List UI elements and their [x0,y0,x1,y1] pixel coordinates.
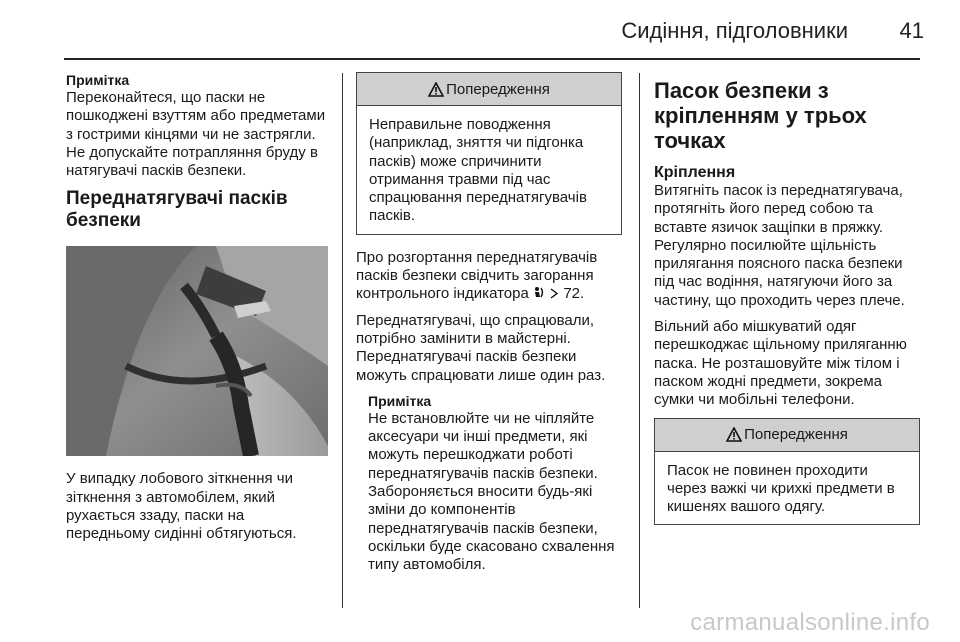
warning-header [357,73,621,106]
header-rule [64,58,920,60]
three-point-belt-heading: Пасок безпеки з кріпленням у трьох точках [654,78,867,153]
warning-text: Неправильне поводження (наприклад, зняття чи підгонка пасків) може спричинити отримання травми під час спрацювання переднатягувачів пасків. [369,116,587,225]
note-text-middle: Не встановлюйте чи не чіпляйте аксесуари чи інші предмети, які можуть перешкоджати роботі переднатягувачів пасків безпеки. Забороняється вносити будь-які зміни до компонентів переднатягувачів пасків безпеки, оскільки буде скасовано схвалення типу автомобіля. [368,409,615,574]
indicator-paragraph-text: Про розгортання переднатягувачів пасків безпеки свідчить загорання контрольного індикатора [356,248,598,303]
page-number: 41 [899,18,924,43]
fastening-paragraph: Витягніть пасок із переднатягувача, протягніть його перед собою та вставте язичок защіпки в пряжку. Регулярно посилюйте щільність прилягання поясного паска безпеки під час водіння, натягуючи його за частину, що проходить через плече. [654,182,905,309]
warning-triangle-icon [726,427,742,442]
seat-belt-buckle-illustration [66,246,328,456]
page-header-title: Сидіння, підголовники [621,18,848,43]
warning-triangle-icon [428,82,444,97]
note-block [368,393,622,575]
warning-title-right: Попередження [744,426,848,444]
column-right [654,72,920,539]
column-divider-right [639,73,640,608]
warning-title: Попередження [446,80,550,98]
indicator-paragraph [356,249,622,304]
note-heading: Примітка [66,72,130,88]
seat-belt-buckle-photo [66,246,328,456]
watermark: carmanualsonline.info [690,609,930,636]
page-reference-link[interactable]: 72. [563,285,585,303]
page-reference-arrow-icon [549,287,559,300]
clothing-paragraph: Вільний або мішкуватий одяг перешкоджає щільному приляганню паска. Не розташовуйте між тілом і паском жодні предмети, зокрема сумки чи мобільні телефони. [654,318,907,409]
warning-header-right [655,419,919,452]
airbag-indicator-icon [533,286,545,300]
column-divider-left [342,73,343,608]
fastening-subheading: Кріплення [654,164,736,181]
section-heading: Переднатягувачі пасків безпеки [66,188,288,232]
column-left [66,72,328,552]
note-heading-middle: Примітка [368,392,432,409]
warning-box [356,72,622,235]
replacement-paragraph: Переднатягувачі, що спрацювали, потрібно замінити в майстерні. Переднатягувачі пасків безпеки можуть спрацювати лише один раз. [356,311,606,384]
warning-text-right: Пасок не повинен проходити через важкі чи крихкі предмети в кишенях вашого одягу. [667,461,895,516]
photo-caption: У випадку лобового зіткнення чи зіткнення з автомобілем, який рухається ззаду, паски на передньому сидінні обтягуються. [66,470,297,543]
warning-box-right [654,418,920,526]
note-text: Переконайтеся, що паски не пошкоджені взуттям або предметами з гострими кінцями чи не застрягли. Не допускайте потрапляння бруду в натягувачі пасків безпеки. [66,89,326,180]
column-middle [356,72,622,583]
